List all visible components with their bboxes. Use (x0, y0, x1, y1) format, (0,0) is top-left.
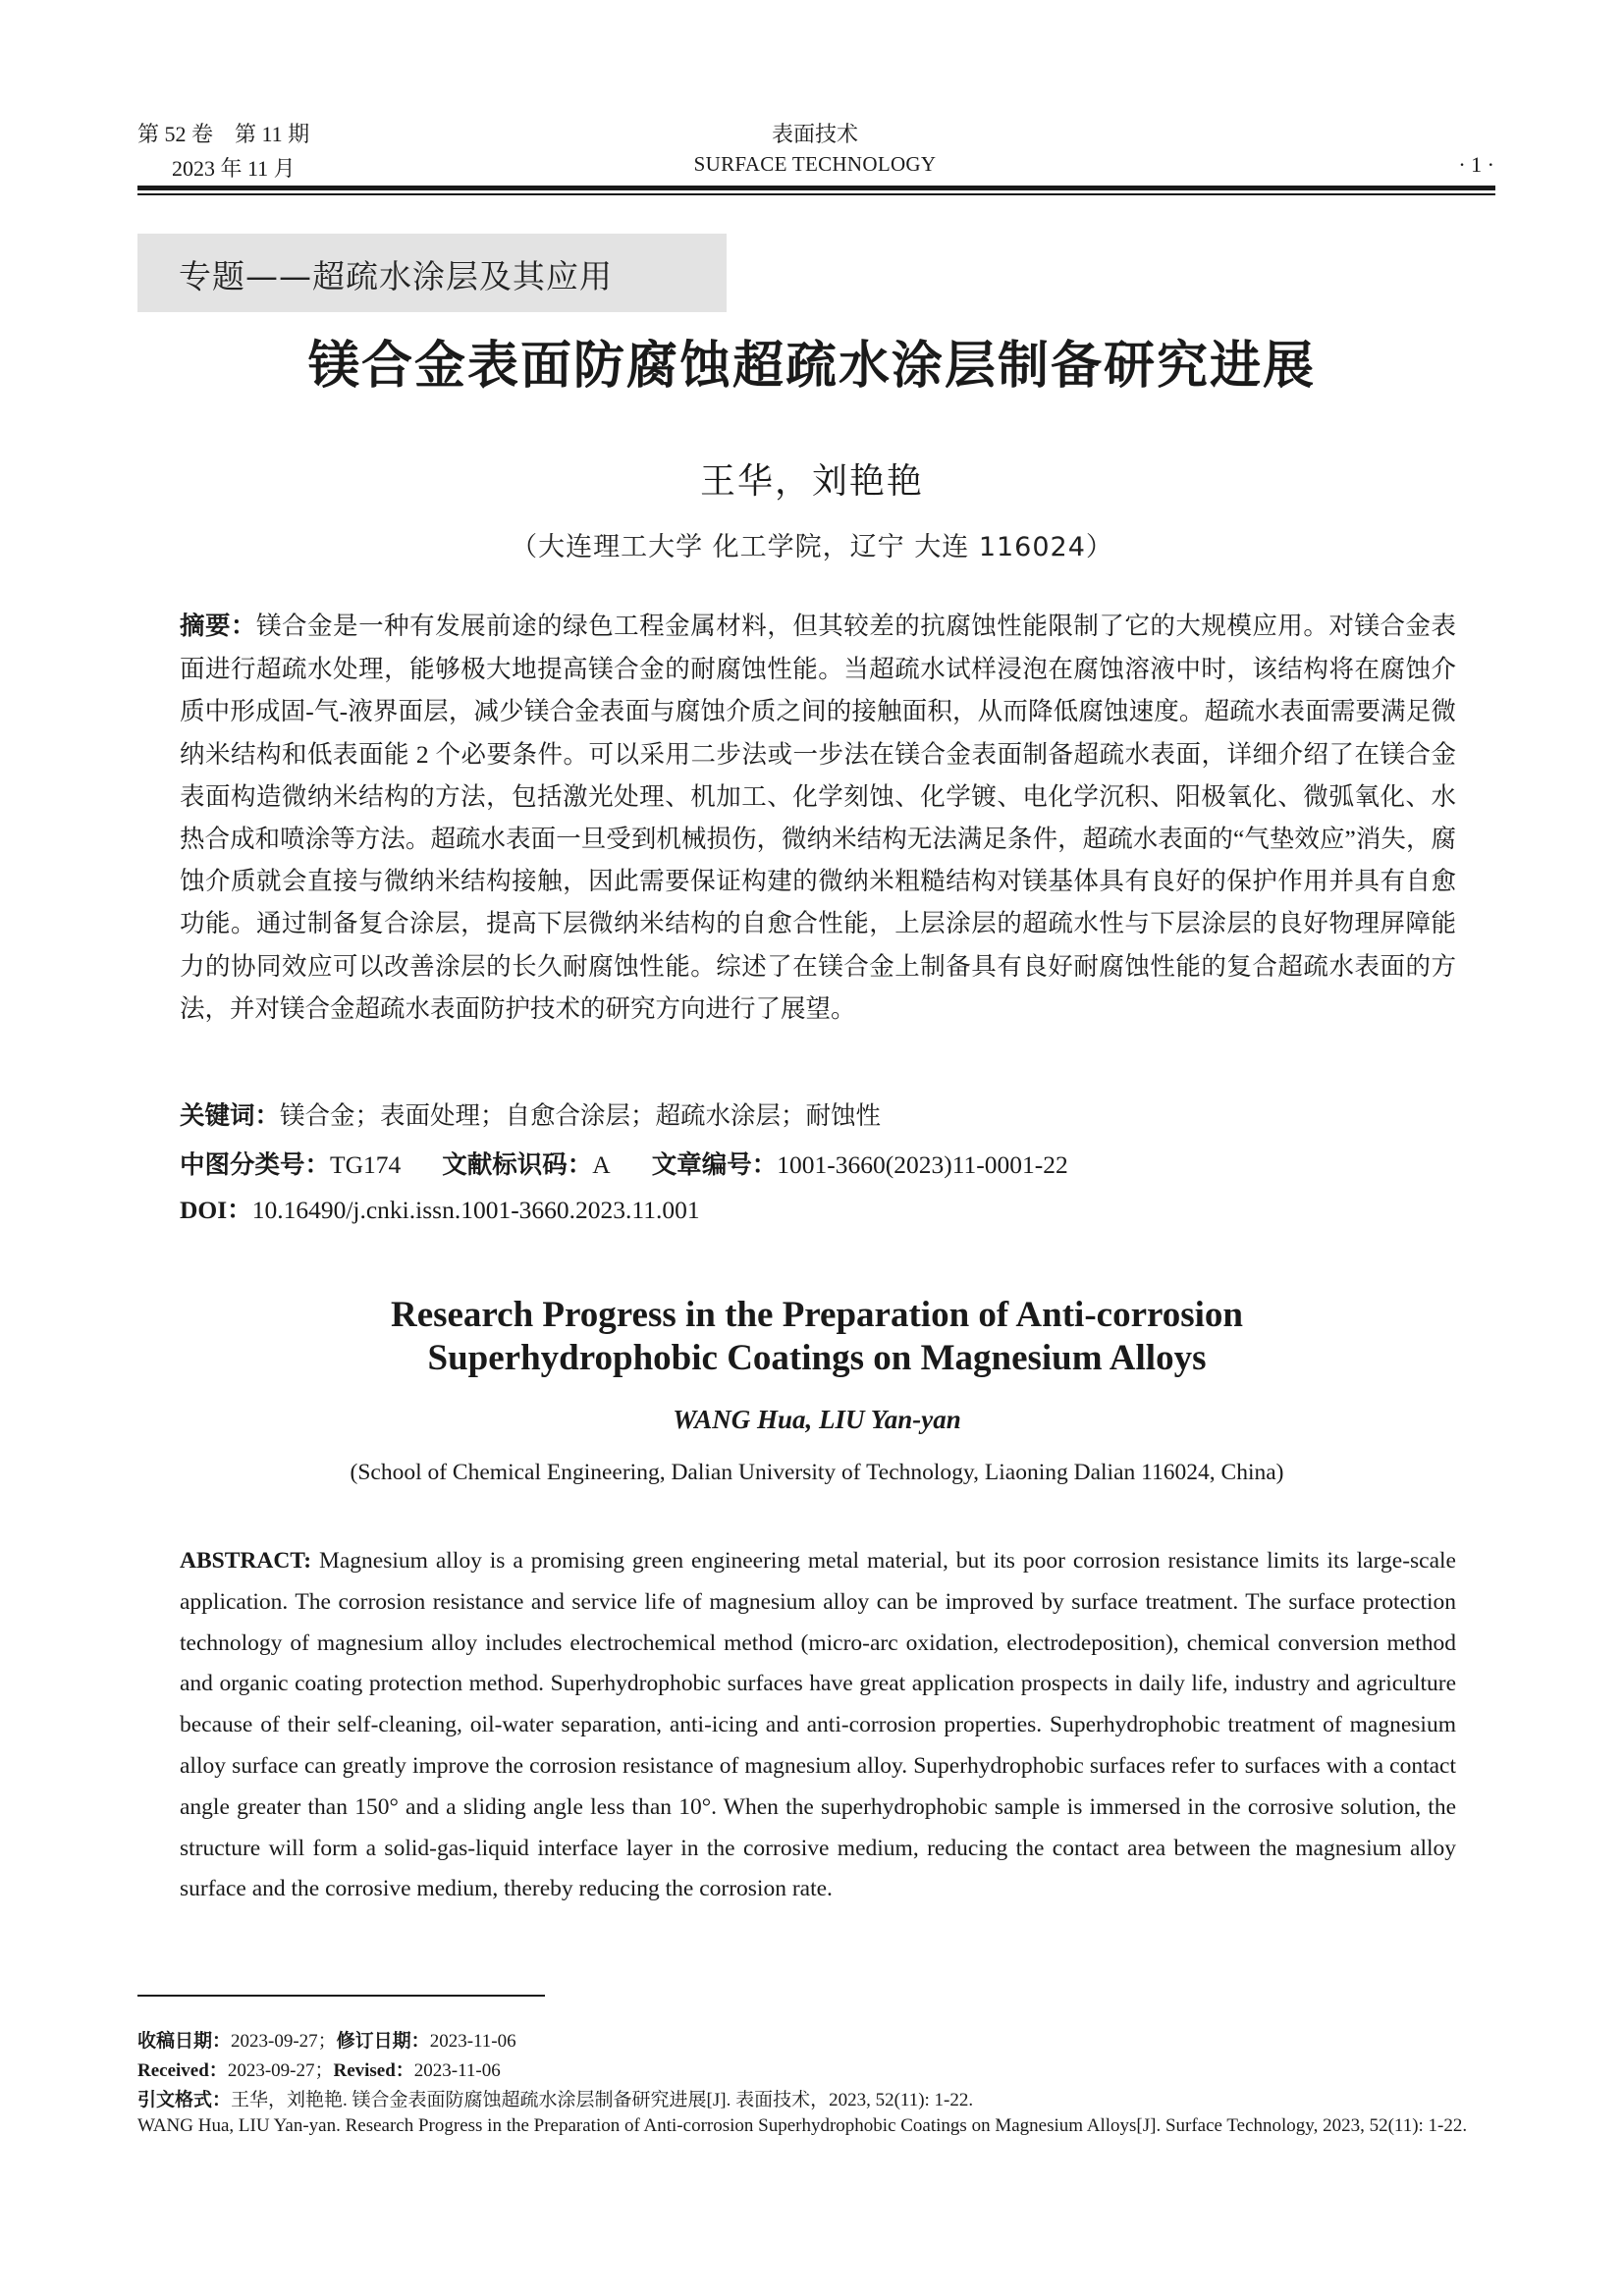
abstract-en-label: ABSTRACT: (180, 1548, 312, 1574)
header-rule-thin (137, 193, 1495, 195)
doi-value[interactable]: 10.16490/j.cnki.issn.1001-3660.2023.11.001 (251, 1196, 700, 1224)
header-journal-en: SURFACE TECHNOLOGY (693, 152, 937, 176)
affiliation-cn: （大连理工大学 化工学院，辽宁 大连 116024） (511, 532, 1113, 562)
abstract-en-text: Magnesium alloy is a promising green engineering metal material, but its poor corrosion resistance limits its large-scale application. The corrosion resistance and service life of magnesium alloy can be improved by surface treatment. The surface protection technology of magnesium alloy includes electrochemical method (micro-arc oxidation, electrodeposition), chemical conversion method and organic coating protection method. Superhydrophobic surfaces have great application prospects in daily life, industry and agriculture because of their self-cleaning, oil-water separation, anti-icing and anti-corrosion properties. Superhydrophobic treatment of magnesium alloy surface can greatly improve the corrosion resistance of magnesium alloy. Superhydrophobic surfaces refer to surfaces with a contact angle greater than 150° and a sliding angle less than 10°. When the superhydrophobic sample is immersed in the corrosive solution, the structure will form a solid-gas-liquid interface layer in the corrosive medium, reducing the contact area between the magnesium alloy surface and the corrosive medium, thereby reducing the corrosion rate. (180, 1548, 1456, 1902)
abstract-cn (180, 605, 1456, 1030)
footnote-citation-en: WANG Hua, LIU Yan-yan. Research Progress in the Preparation of Anti-corrosion Superhydrophobic Coatings on Magnesium Alloys[J]. Surface Technology, 2023, 52(11): 1-22. (137, 2115, 1468, 2136)
revised-en-value: 2023-11-06 (413, 2060, 501, 2081)
article-no-value: 1001-3660(2023)11-0001-22 (777, 1150, 1068, 1179)
title-cn: 镁合金表面防腐蚀超疏水涂层制备研究进展 (307, 337, 1316, 396)
title-en-line1: Research Progress in the Preparation of Anti-corrosion (390, 1295, 1244, 1335)
received-cn-value: 2023-09-27； (231, 2031, 337, 2052)
footnote-dates-cn (137, 2026, 516, 2053)
citation-label: 引文格式： (137, 2089, 232, 2110)
header-page-number: · 1 · (1458, 152, 1494, 177)
received-cn-label: 收稿日期： (137, 2030, 232, 2052)
received-en-value: 2023-09-27； (227, 2060, 334, 2081)
classification-line (180, 1146, 1068, 1185)
keywords-cn-text: 镁合金；表面处理；自愈合涂层；超疏水涂层；耐蚀性 (280, 1101, 882, 1130)
authors-en: WANG Hua, LIU Yan-yan (673, 1405, 961, 1434)
abstract-cn-label: 摘要： (180, 612, 257, 641)
affiliation-en: (School of Chemical Engineering, Dalian University of Technology, Liaoning Dalian 116024, China) (350, 1460, 1284, 1485)
abstract-en (180, 1541, 1456, 1910)
authors-cn: 王华，刘艳艳 (699, 461, 924, 502)
title-en-line2: Superhydrophobic Coatings on Magnesium Alloys (427, 1338, 1207, 1378)
doc-code-value: A (592, 1150, 611, 1179)
doi-line (180, 1191, 700, 1230)
abstract-cn-text: 镁合金是一种有发展前途的绿色工程金属材料，但其较差的抗腐蚀性能限制了它的大规模应用。对镁合金表面进行超疏水处理，能够极大地提高镁合金的耐腐蚀性能。当超疏水试样浸泡在腐蚀溶液中时，该结构将在腐蚀介质中形成固-气-液界面层，减少镁合金表面与腐蚀介质之间的接触面积，从而降低腐蚀速度。超疏水表面需要满足微纳米结构和低表面能 2 个必要条件。可以采用二步法或一步法在镁合金表面制备超疏水表面，详细介绍了在镁合金表面构造微纳米结构的方法，包括激光处理、机加工、化学刻蚀、化学镀、电化学沉积、阳极氧化、微弧氧化、水热合成和喷涂等方法。超疏水表面一旦受到机械损伤，微纳米结构无法满足条件，超疏水表面的“气垫效应”消失，腐蚀介质就会直接与微纳米结构接触，因此需要保证构建的微纳米粗糙结构对镁基体具有良好的保护作用并具有自愈功能。通过制备复合涂层，提高下层微纳米结构的自愈合性能，上层涂层的超疏水性与下层涂层的良好物理屏障能力的协同效应可以改善涂层的长久耐腐蚀性能。综述了在镁合金上制备具有良好耐腐蚀性能的复合超疏水表面的方法，并对镁合金超疏水表面防护技术的研究方向进行了展望。 (180, 612, 1456, 1023)
citation-cn-text: 王华，刘艳艳. 镁合金表面防腐蚀超疏水涂层制备研究进展[J]. 表面技术，2023, 52(11): 1-22. (231, 2090, 974, 2110)
footnote-rule (137, 1995, 545, 1997)
revised-cn-label: 修订日期： (336, 2030, 430, 2052)
clc-label: 中图分类号： (180, 1150, 331, 1180)
revised-cn-value: 2023-11-06 (429, 2031, 516, 2052)
clc-value: TG174 (330, 1150, 402, 1179)
header-date: 2023 年 11 月 (172, 156, 296, 181)
footnote-citation-cn (137, 2085, 973, 2111)
header-rule-thick (137, 186, 1495, 190)
topic-banner-text: 专题——超疏水涂层及其应用 (179, 257, 613, 295)
header-journal-cn: 表面技术 (771, 122, 858, 146)
header-volume-issue: 第 52 卷 第 11 期 (137, 122, 310, 146)
footnote-dates-en (137, 2056, 501, 2082)
doi-label: DOI： (180, 1196, 252, 1224)
doc-code-label: 文献标识码： (442, 1150, 593, 1180)
revised-en-label: Revised： (333, 2060, 414, 2081)
title-en (0, 1294, 1624, 1380)
received-en-label: Received： (137, 2060, 228, 2081)
keywords-cn (180, 1096, 881, 1136)
keywords-cn-label: 关键词： (180, 1101, 281, 1131)
article-no-label: 文章编号： (651, 1150, 778, 1180)
